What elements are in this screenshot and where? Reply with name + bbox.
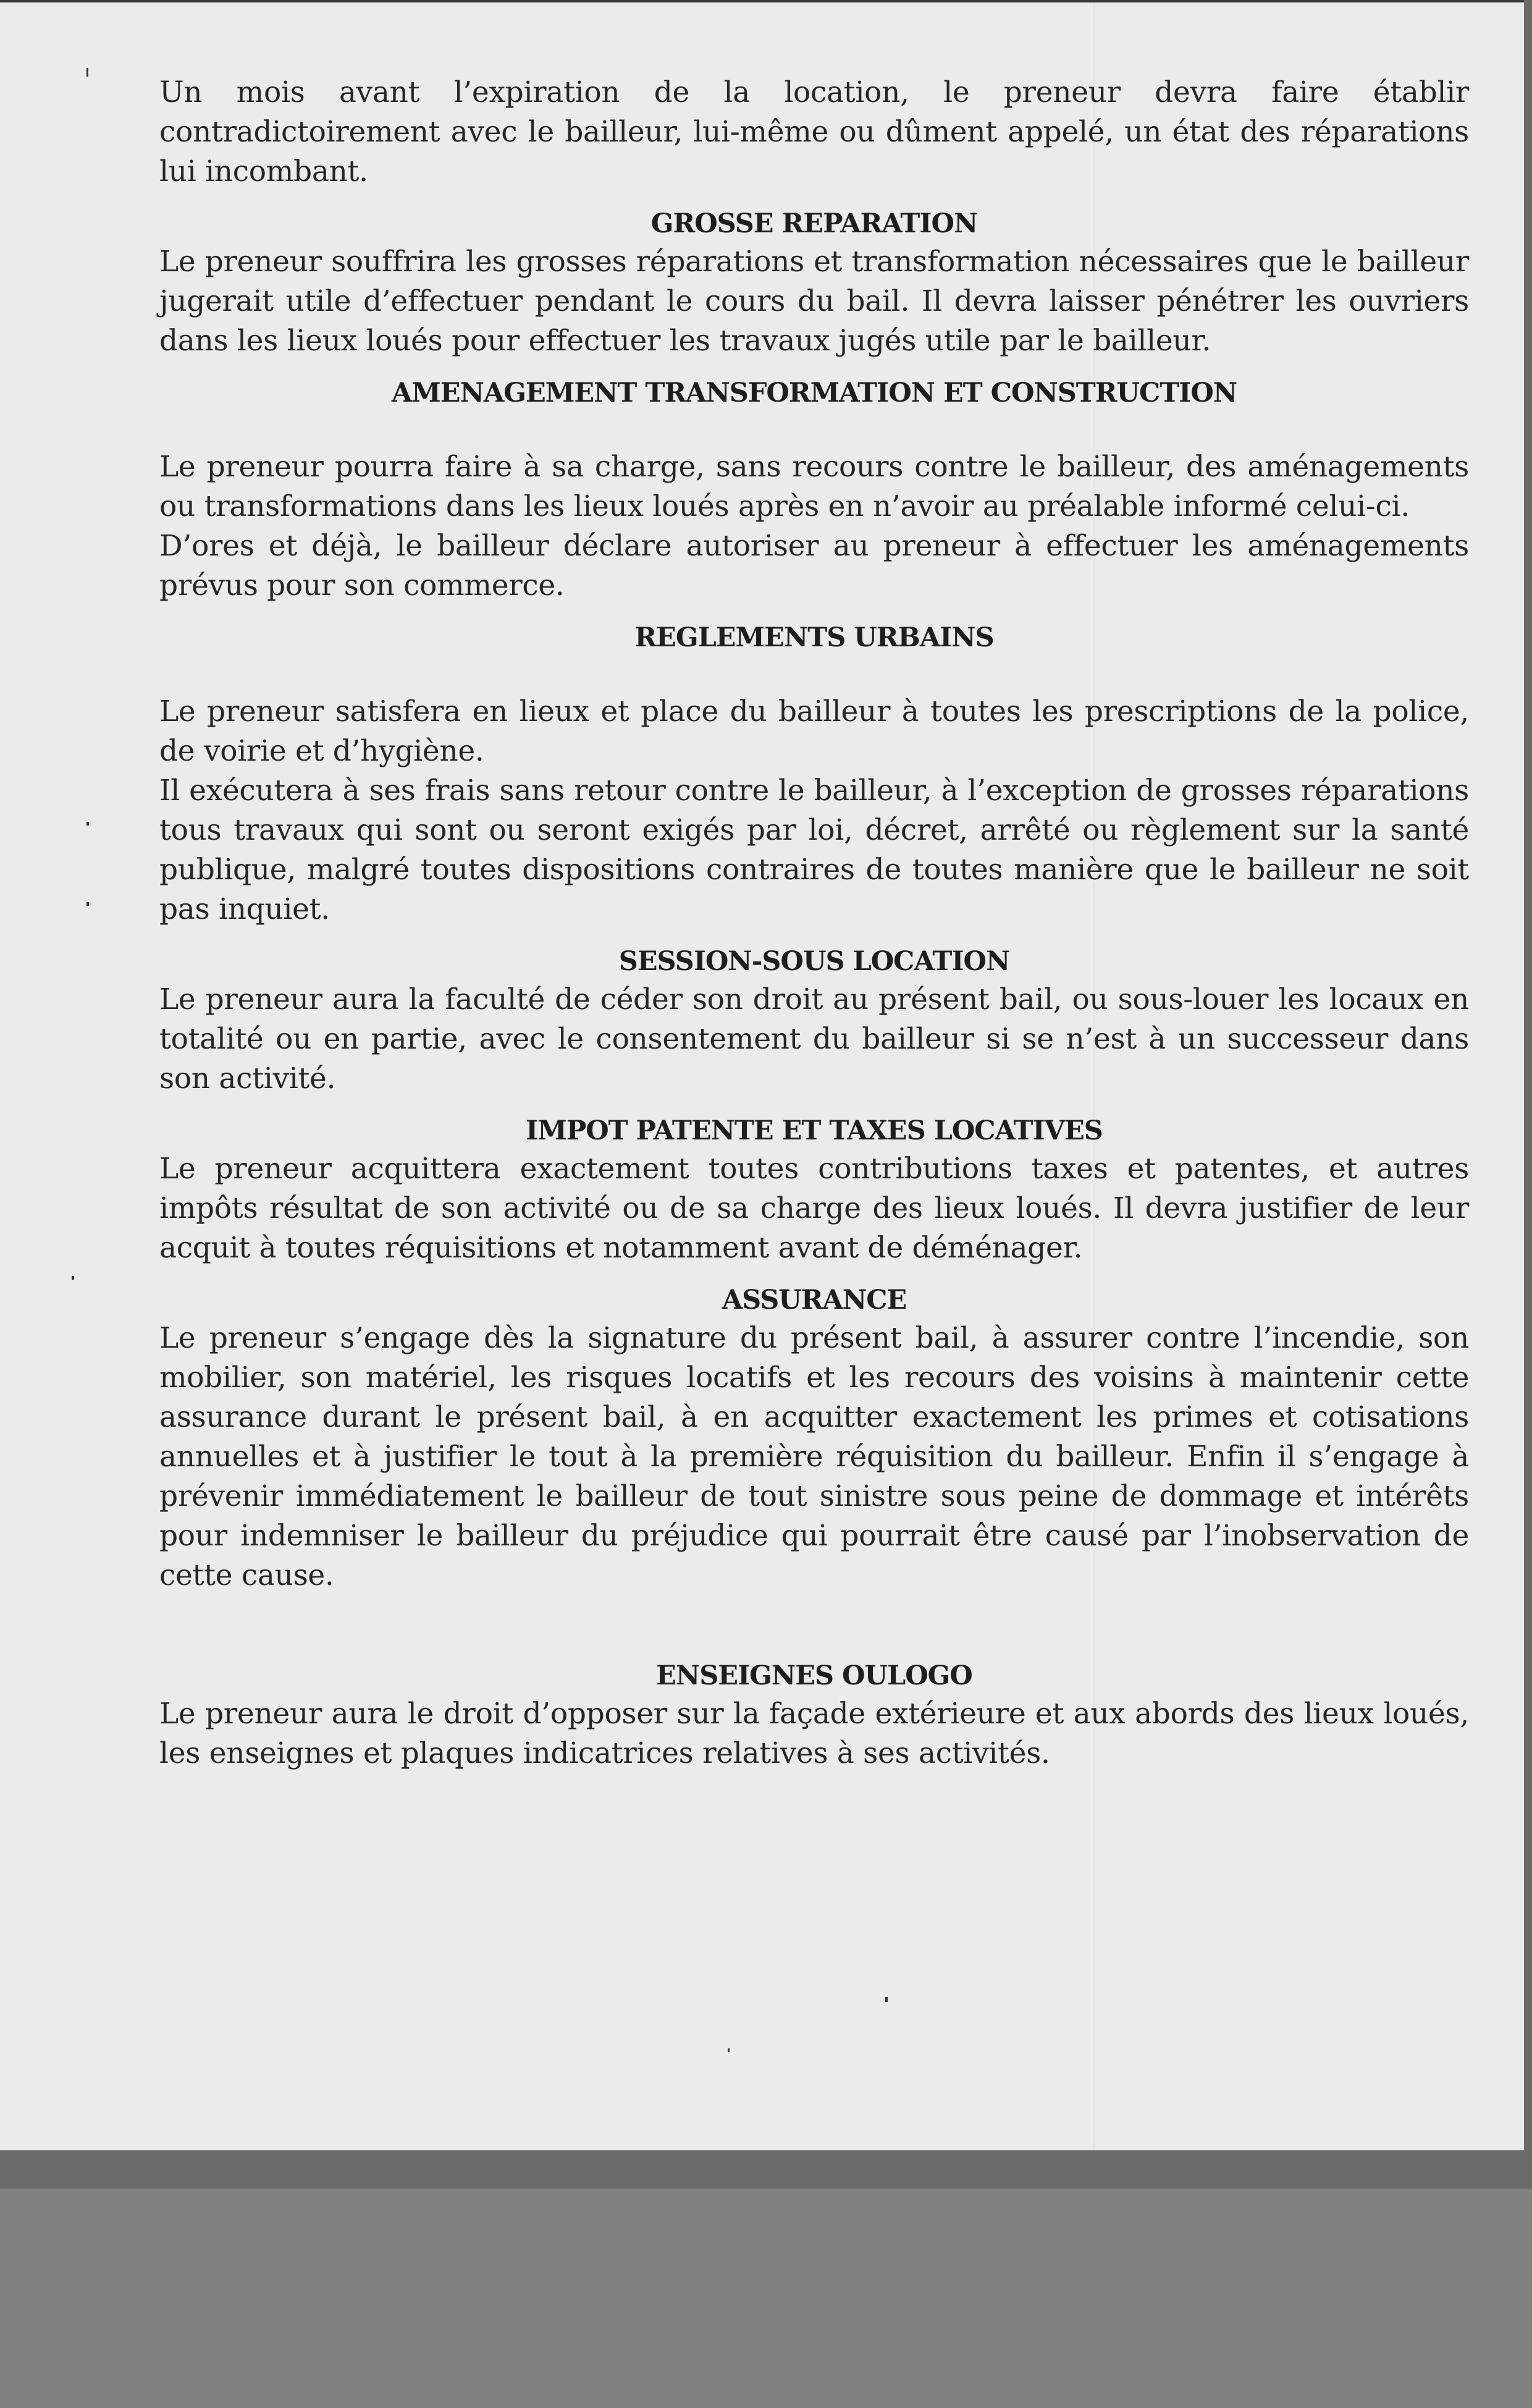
section-paragraph: Le preneur acquittera exactement toutes contributions taxes et patentes, et autres impôts résultat de son activité ou de sa charge des lieux loués. Il devra justifier de leur acquit à toutes réquisitions et notamment avant de déménager. [159, 1152, 1469, 1265]
section-paragraph: Le preneur satisfera en lieux et place du bailleur à toutes les prescriptions de la police, de voirie et d’hygiène. [159, 695, 1469, 768]
section-title: REGLEMENTS URBAINS [634, 622, 994, 653]
section-session-sous-location [159, 943, 1469, 1099]
section-enseignes [159, 1657, 1469, 1773]
intro-paragraph: Un mois avant l’expiration de la location, le preneur devra faire établir contradictoirement avec le bailleur, lui-même ou dûment appelé, un état des réparations lui incombant. [159, 75, 1469, 188]
section-grosse-reparation [159, 205, 1469, 361]
scanner-shadow-right [1524, 0, 1532, 2189]
section-paragraph: Le preneur souffrira les grosses réparations et transformation nécessaires que le bailleur jugerait utile d’effectuer pendant le cours du bail. Il devra laisser pénétrer les ouvriers dans les lieux loués pour effectuer les travaux jugés utile par le bailleur. [159, 245, 1469, 358]
scanner-shadow-bottom [0, 2150, 1532, 2189]
section-assurance [159, 1282, 1469, 1595]
scan-speck [885, 1997, 888, 2002]
section-title: SESSION-SOUS LOCATION [618, 946, 1010, 977]
scan-speck [728, 2048, 730, 2052]
section-amenagement [159, 374, 1469, 606]
section-paragraph: Le preneur pourra faire à sa charge, sans recours contre le bailleur, des aménagements ou transformations dans les lieux loués après en n’avoir au préalable informé celui-ci. [159, 450, 1469, 523]
section-paragraph: Le preneur aura la faculté de céder son droit au présent bail, ou sous-louer les locaux en totalité ou en partie, avec le consentement du bailleur si se n’est à un successeur dans son activité. [159, 982, 1469, 1096]
scan-speck [86, 68, 88, 77]
scan-speck [72, 1276, 74, 1280]
section-reglements-urbains [159, 619, 1469, 929]
scan-speck [86, 822, 89, 826]
section-title: IMPOT PATENTE ET TAXES LOCATIVES [526, 1115, 1103, 1146]
section-paragraph: D’ores et déjà, le bailleur déclare autoriser au preneur à effectuer les aménagements prévus pour son commerce. [159, 529, 1469, 602]
document-body [159, 73, 1469, 1773]
section-title: ENSEIGNES OULOGO [656, 1660, 972, 1691]
section-title: ASSURANCE [722, 1285, 907, 1316]
section-paragraph: Le preneur s’engage dès la signature du présent bail, à assurer contre l’incendie, son mobilier, son matériel, les risques locatifs et les recours des voisins à maintenir cette assurance durant le présent bail, à en acquitter exactement les primes et cotisations annuelles et à justifier le tout à la première réquisition du bailleur. Enfin il s’engage à prévenir immédiatement le bailleur de tout sinistre sous peine de dommage et intérêts pour indemniser le bailleur du préjudice qui pourrait être causé par l’inobservation de cette cause. [159, 1321, 1469, 1592]
section-impot-patente [159, 1112, 1469, 1268]
section-paragraph: Il exécutera à ses frais sans retour contre le bailleur, à l’exception de grosses réparations tous travaux qui sont ou seront exigés par loi, décret, arrêté ou règlement sur la santé publique, malgré toutes dispositions contraires de toutes manière que le bailleur ne soit pas inquiet. [159, 774, 1469, 926]
section-title: AMENAGEMENT TRANSFORMATION ET CONSTRUCTION [391, 378, 1237, 408]
section-title: GROSSE REPARATION [650, 208, 978, 239]
section-paragraph: Le preneur aura le droit d’opposer sur la façade extérieure et aux abords des lieux loués, les enseignes et plaques indicatrices relatives à ses activités. [159, 1697, 1469, 1770]
scan-speck [86, 902, 89, 906]
